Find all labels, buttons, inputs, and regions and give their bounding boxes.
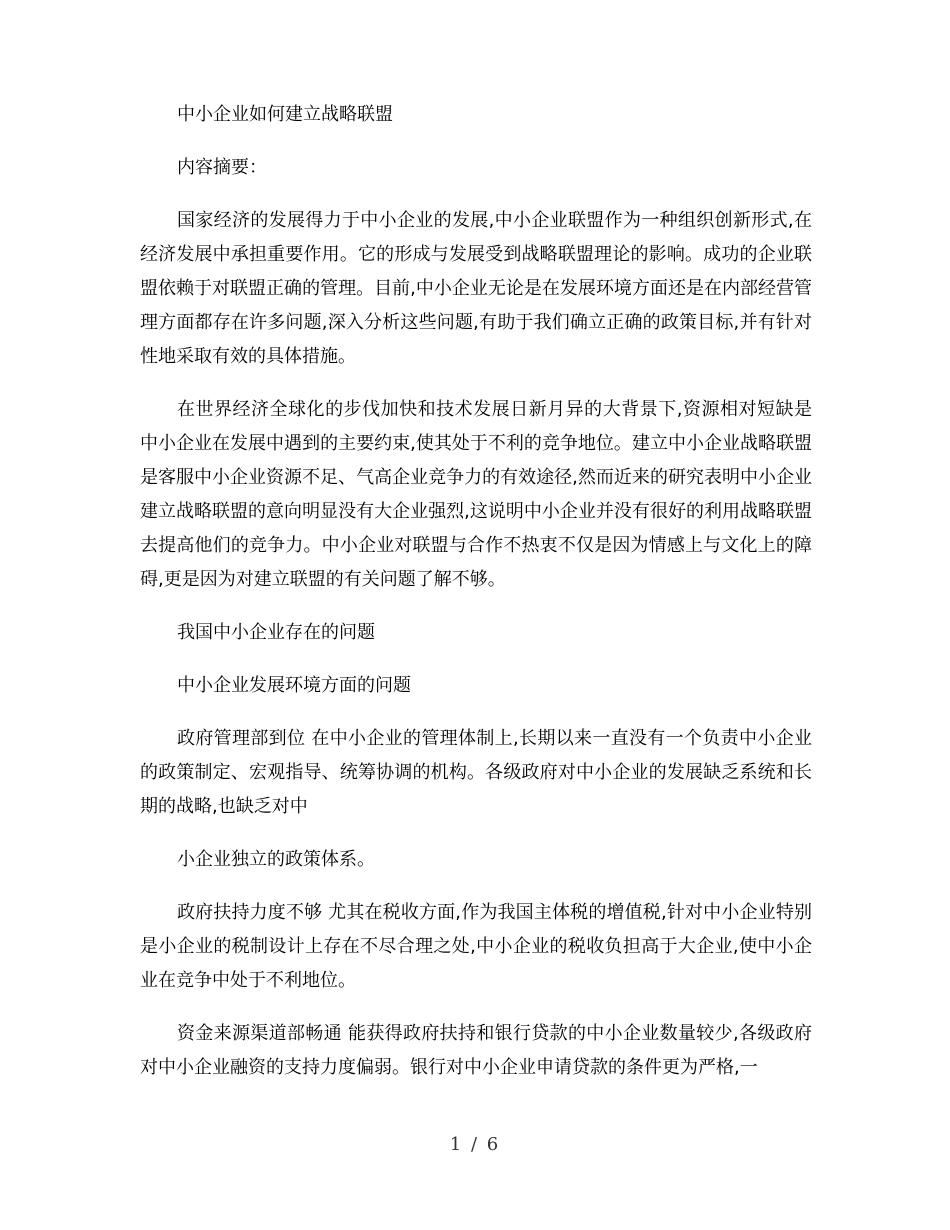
document-body	[140, 98, 812, 1104]
page-number: 1 / 6	[449, 1134, 501, 1155]
paragraph-background: 在世界经济全球化的步伐加快和技术发展日新月异的大背景下,资源相对短缺是中小企业在发展中遇到的主要约束,使其处于不利的竞争地位。建立中小企业战略联盟是客服中小企业资源不足、气高企业竞争力的有效途径,然而近来的研究表明中小企业建立战略联盟的意向明显没有大企业强烈,这说明中小企业并没有很好的利用战略联盟去提高他们的竞争力。中小企业对联盟与合作不热衷不仅是因为情感上与文化上的障碍,更是因为对建立联盟的有关问题了解不够。	[140, 399, 812, 590]
paragraph-funding-channels: 资金来源渠道部畅通 能获得政府扶持和银行贷款的中小企业数量较少,各级政府对中小企业融资的支持力度偏弱。银行对中小企业申请贷款的条件更为严格,一	[140, 1023, 812, 1078]
paragraph-government-support: 政府扶持力度不够 尤其在税收方面,作为我国主体税的增值税,针对中小企业特别是小企业的税制设计上存在不尽合理之处,中小企业的税收负担高于大企业,使中小企业在竞争中处于不利地位。	[140, 902, 812, 991]
paragraph-government-management: 政府管理部到位 在中小企业的管理体制上,长期以来一直没有一个负责中小企业的政策制定、宏观指导、统筹协调的机构。各级政府对中小企业的发展缺乏系统和长期的战略,也缺乏对中	[140, 728, 812, 817]
section-heading: 我国中小企业存在的问题	[177, 622, 375, 643]
document-title: 中小企业如何建立战略联盟	[177, 104, 393, 125]
subsection-heading: 中小企业发展环境方面的问题	[177, 675, 411, 696]
paragraph-policy-system: 小企业独立的政策体系。	[177, 849, 375, 870]
paragraph-abstract: 国家经济的发展得力于中小企业的发展,中小企业联盟作为一种组织创新形式,在经济发展中承担重要作用。它的形成与发展受到战略联盟理论的影响。成功的企业联盟依赖于对联盟正确的管理。目前,中小企业无论是在发展环境方面还是在内部经营管理方面都存在许多问题,深入分析这些问题,有助于我们确立正确的政策目标,并有针对性地采取有效的具体措施。	[140, 210, 812, 367]
abstract-heading: 内容摘要：	[177, 157, 267, 178]
